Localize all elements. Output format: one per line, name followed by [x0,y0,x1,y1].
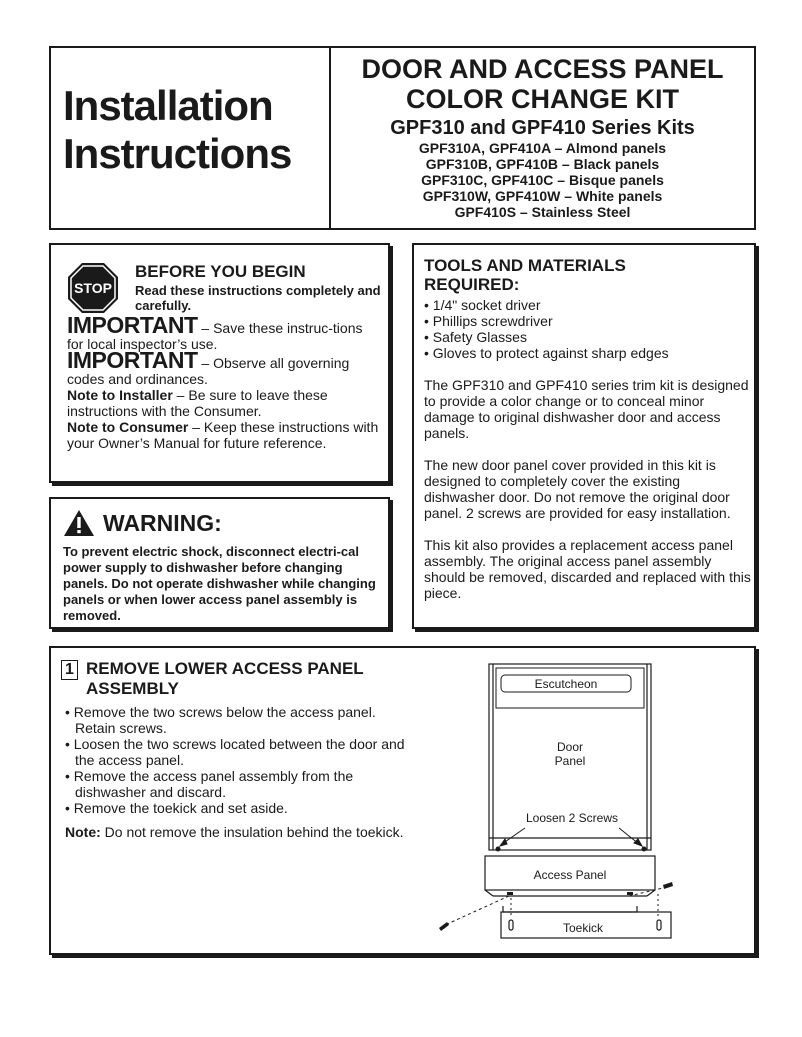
list-item: • Remove the toekick and set aside. [65,800,405,816]
list-item: • Loosen the two screws located between the door and the access panel. [65,736,405,768]
note-consumer-label: Note to Consumer [67,419,189,435]
title-line-1: Installation [63,82,273,129]
list-item: • 1/4" socket driver [424,297,752,313]
tools-heading [424,256,626,294]
note-installer-text: – Be sure to leave these instructions with the Consumer. [67,387,328,419]
step-heading-line-1: REMOVE LOWER ACCESS PANEL [86,659,364,678]
before-heading: BEFORE YOU BEGIN [135,262,306,281]
model-line: GPF310B, GPF410B – Black panels [425,156,660,172]
step-list [65,704,405,816]
model-line: GPF410S – Stainless Steel [454,204,631,220]
important-save-text: – Save these instruc-tions for local inspector’s use. [67,320,363,352]
list-item: • Remove the two screws below the access panel. Retain screws. [65,704,405,736]
model-line: GPF310W, GPF410W – White panels [422,188,663,204]
before-body [67,312,382,451]
before-subheading: Read these instructions completely and carefully. [135,283,381,313]
list-item: • Remove the access panel assembly from the dishwasher and discard. [65,768,405,800]
list-item: • Phillips screwdriver [424,313,752,329]
important-codes-text: – Observe all governing codes and ordinances. [67,355,350,387]
toekick-dash-lines [511,894,658,916]
important-label: IMPORTANT [67,347,198,373]
title-block [49,46,756,230]
upper-screw-icons [496,847,647,852]
tools-paragraph-1: The GPF310 and GPF410 series trim kit is designed to provide a color change or to conceal minor damage to original dishwasher door and access panels. [424,377,749,441]
loosen-screws-label: Loosen 2 Screws [525,811,619,825]
list-item: • Safety Glasses [424,329,752,345]
before-you-begin-box [49,243,390,483]
warning-triangle-icon [63,509,95,537]
loose-screw-icons [439,882,673,931]
step-note-label: Note: [65,824,101,840]
warning-text: To prevent electric shock, disconnect electri-cal power supply to dishwasher before changing panels. Do not operate dishwasher while changing panels or when lower access panel assembly is removed. [63,544,376,623]
model-line: GPF310C, GPF410C – Bisque panels [421,172,664,188]
step-heading [86,659,416,699]
door-label-line-1: Door [556,740,584,754]
title-line-2: Instructions [63,130,292,177]
kit-title-line-1: DOOR AND ACCESS PANEL [361,54,724,84]
escutcheon-shape [496,668,644,708]
tools-paragraph-2: The new door panel cover provided in this kit is designed to completely cover the existing dishwasher door. Do not remove the original door panel. 2 screws are provided for easy installation. [424,457,731,521]
model-line: GPF310A, GPF410A – Almond panels [418,140,667,156]
important-codes [67,347,382,387]
escutcheon-label: Escutcheon [534,677,598,691]
door-label-line-2: Panel [554,754,586,768]
note-installer [67,387,382,419]
step-note-text: Do not remove the insulation behind the toekick. [100,824,404,840]
step-note [65,824,405,840]
note-installer-label: Note to Installer [67,387,173,403]
lower-screw-icons [507,892,633,895]
step-heading-line-2: ASSEMBLY [86,679,179,698]
dishwasher-diagram [431,658,751,953]
doc-type-title [63,82,323,178]
step-1-box [49,646,756,955]
tools-heading-line-1: TOOLS AND MATERIALS [424,256,626,275]
loosen-arrows [500,828,642,846]
note-consumer [67,419,382,451]
warning-heading-text: WARNING: [103,509,222,536]
step-body [65,704,405,840]
list-item: • Gloves to protect against sharp edges [424,345,752,361]
tools-list [424,297,752,361]
series-title: GPF310 and GPF410 Series Kits [390,117,695,139]
kit-title-line-2: COLOR CHANGE KIT [406,84,679,114]
kit-title [331,54,754,220]
important-label: IMPORTANT [67,312,198,338]
tools-paragraph-3: This kit also provides a replacement access panel assembly. The original access panel assembly should be removed, discarded and replaced with this piece. [424,537,751,601]
tools-body [424,297,752,601]
warning-heading [63,509,222,537]
tools-heading-line-2: REQUIRED: [424,275,520,294]
note-consumer-text: – Keep these instructions with your Owner’s Manual for future reference. [67,419,379,451]
stop-sign-label: STOP [74,280,112,296]
warning-box [49,497,390,629]
toekick-label: Toekick [562,921,604,935]
tools-box [412,243,756,629]
stop-sign-icon [67,262,119,314]
step-number: 1 [61,660,78,680]
access-panel-label: Access Panel [533,868,607,882]
